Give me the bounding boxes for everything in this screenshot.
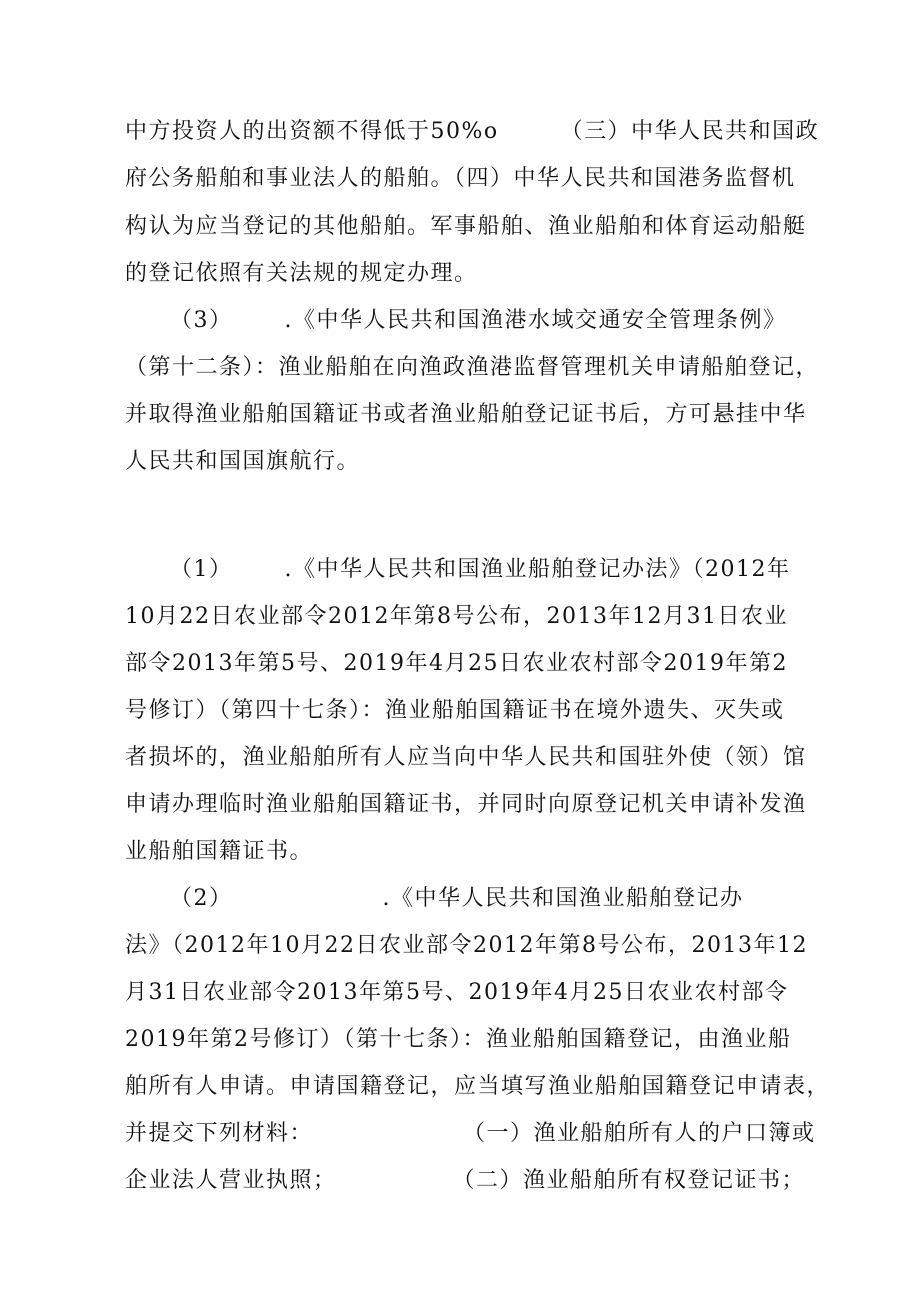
item-number: （3） — [170, 308, 233, 333]
item-number: （1） — [170, 557, 233, 582]
paragraph-line — [170, 306, 815, 336]
paragraph-line: 并取得渔业船舶国籍证书或者渔业船舶登记证书后，方可悬挂中华 — [125, 402, 807, 427]
paragraph-line: （第十二条）：渔业船舶在向渔政渔港监督管理机关申请船舶登记， — [125, 355, 820, 380]
paragraph-line: 申请办理临时渔业船舶国籍证书，并同时向原登记机关申请补发渔 — [125, 792, 807, 817]
paragraph-line: 月31日农业部令2013年第5号、2019年4月25日农业农村部令 — [125, 980, 789, 1005]
paragraph-line — [125, 1119, 815, 1149]
paragraph-line: 2019年第2号修订）（第十七条）：渔业船舶国籍登记，由渔业船 — [125, 1027, 792, 1052]
text-segment: （三）中华人民共和国政 — [560, 119, 820, 144]
paragraph-line: 业船舶国籍证书。 — [125, 839, 314, 864]
paragraph-line — [170, 884, 815, 914]
paragraph-line: 府公务船舶和事业法人的船舶。（四）中华人民共和国港务监督机 — [125, 166, 796, 191]
text-segment: .《中华人民共和国渔业船舶登记办 — [382, 886, 744, 911]
text-segment: （一）渔业船舶所有人的户口簿或 — [463, 1121, 816, 1146]
paragraph-line: 舶所有人申请。申请国籍登记，应当填写渔业船舶国籍登记申请表， — [125, 1074, 831, 1099]
paragraph-line: 人民共和国国旗航行。 — [125, 449, 361, 474]
paragraph-line — [170, 555, 815, 585]
text-segment: .《中华人民共和国渔业船舶登记办法》（2012年 — [284, 557, 791, 582]
paragraph-line — [125, 1166, 815, 1196]
paragraph-line: 部令2013年第5号、2019年4月25日农业农村部令2019年第2 — [125, 651, 788, 676]
paragraph-line: 者损坏的，渔业船舶所有人应当向中华人民共和国驻外使（领）馆 — [125, 745, 807, 770]
text-segment: 并提交下列材料： — [125, 1121, 314, 1146]
paragraph-line: 10月22日农业部令2012年第8号公布，2013年12月31日农业 — [125, 604, 788, 629]
item-number: （2） — [170, 886, 233, 911]
paragraph-line: 的登记依照有关法规的规定办理。 — [125, 261, 478, 286]
text-segment: 中方投资人的出资额不得低于50%o — [125, 119, 499, 144]
paragraph-line: 构认为应当登记的其他船舶。军事船舶、渔业船舶和体育运动船艇 — [125, 214, 807, 239]
text-segment: 企业法人营业执照； — [125, 1168, 337, 1193]
paragraph-line: 法》（2012年10月22日农业部令2012年第8号公布，2013年12 — [125, 933, 808, 958]
text-segment: .《中华人民共和国渔港水域交通安全管理条例》 — [284, 308, 787, 333]
paragraph-line — [125, 117, 820, 147]
paragraph-line: 号修订）（第四十七条）：渔业船舶国籍证书在境外遗失、灭失或 — [125, 698, 785, 723]
text-segment: （二）渔业船舶所有权登记证书； — [452, 1168, 806, 1193]
